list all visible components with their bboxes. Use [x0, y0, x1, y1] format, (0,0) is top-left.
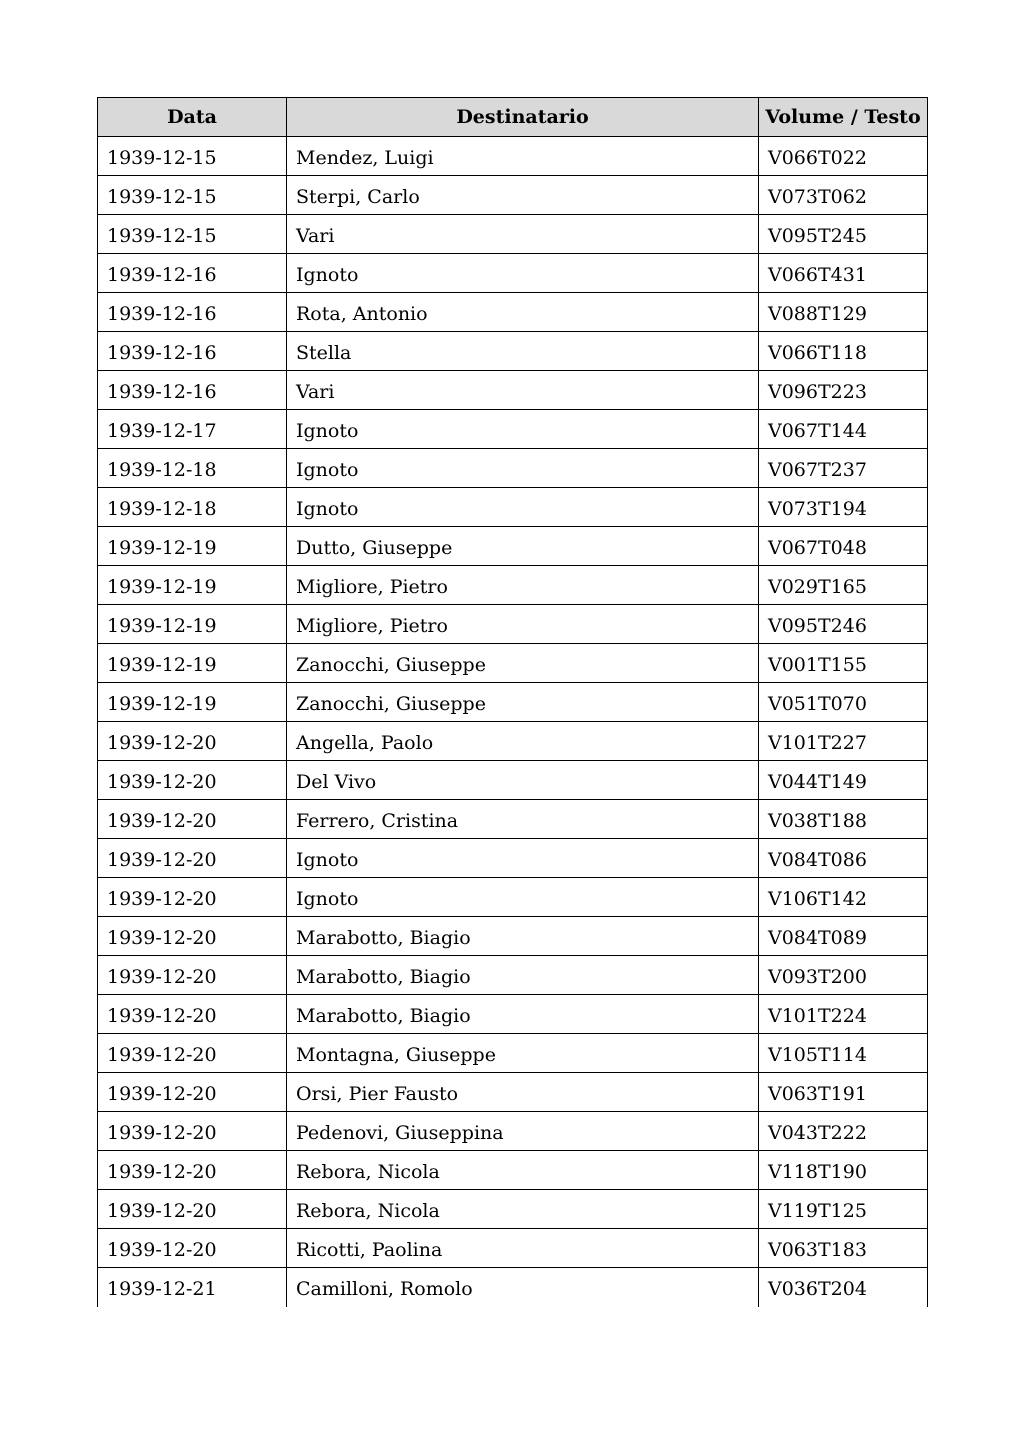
cell-recipient: Vari [287, 371, 759, 410]
cell-volume: V088T129 [759, 293, 928, 332]
cell-recipient: Ignoto [287, 878, 759, 917]
letters-table [97, 97, 928, 1307]
cell-volume: V101T224 [759, 995, 928, 1034]
table-row [98, 293, 928, 332]
cell-date: 1939-12-20 [98, 878, 287, 917]
cell-date: 1939-12-20 [98, 1151, 287, 1190]
cell-recipient: Orsi, Pier Fausto [287, 1073, 759, 1112]
cell-date: 1939-12-20 [98, 1034, 287, 1073]
cell-date: 1939-12-15 [98, 137, 287, 176]
cell-recipient: Ignoto [287, 410, 759, 449]
table-row [98, 527, 928, 566]
table-row [98, 683, 928, 722]
cell-date: 1939-12-16 [98, 371, 287, 410]
table-row [98, 878, 928, 917]
table-row [98, 215, 928, 254]
cell-date: 1939-12-20 [98, 800, 287, 839]
header-row [98, 98, 928, 137]
cell-recipient: Ignoto [287, 488, 759, 527]
cell-volume: V036T204 [759, 1268, 928, 1307]
table-row [98, 1229, 928, 1268]
table-header [98, 98, 928, 137]
cell-volume: V073T062 [759, 176, 928, 215]
table-row [98, 176, 928, 215]
cell-recipient: Ignoto [287, 449, 759, 488]
cell-recipient: Vari [287, 215, 759, 254]
cell-recipient: Ferrero, Cristina [287, 800, 759, 839]
cell-volume: V044T149 [759, 761, 928, 800]
cell-date: 1939-12-20 [98, 956, 287, 995]
cell-date: 1939-12-20 [98, 995, 287, 1034]
header-recipient: Destinatario [287, 98, 759, 137]
table-row [98, 605, 928, 644]
cell-volume: V095T245 [759, 215, 928, 254]
cell-date: 1939-12-18 [98, 488, 287, 527]
cell-volume: V067T144 [759, 410, 928, 449]
cell-volume: V105T114 [759, 1034, 928, 1073]
cell-recipient: Migliore, Pietro [287, 566, 759, 605]
cell-date: 1939-12-20 [98, 1112, 287, 1151]
cell-date: 1939-12-20 [98, 917, 287, 956]
table-row [98, 1073, 928, 1112]
cell-date: 1939-12-20 [98, 1229, 287, 1268]
cell-volume: V101T227 [759, 722, 928, 761]
cell-recipient: Rota, Antonio [287, 293, 759, 332]
table-row [98, 410, 928, 449]
cell-recipient: Marabotto, Biagio [287, 995, 759, 1034]
cell-volume: V073T194 [759, 488, 928, 527]
table-row [98, 488, 928, 527]
table-row [98, 332, 928, 371]
cell-recipient: Migliore, Pietro [287, 605, 759, 644]
cell-recipient: Zanocchi, Giuseppe [287, 644, 759, 683]
cell-recipient: Ignoto [287, 254, 759, 293]
cell-date: 1939-12-19 [98, 527, 287, 566]
cell-volume: V043T222 [759, 1112, 928, 1151]
cell-volume: V119T125 [759, 1190, 928, 1229]
cell-date: 1939-12-16 [98, 293, 287, 332]
cell-recipient: Mendez, Luigi [287, 137, 759, 176]
cell-date: 1939-12-20 [98, 761, 287, 800]
cell-date: 1939-12-20 [98, 1073, 287, 1112]
cell-date: 1939-12-16 [98, 254, 287, 293]
table-row [98, 800, 928, 839]
table-row [98, 917, 928, 956]
cell-volume: V066T118 [759, 332, 928, 371]
table-row [98, 761, 928, 800]
cell-recipient: Dutto, Giuseppe [287, 527, 759, 566]
table-row [98, 1112, 928, 1151]
cell-volume: V066T431 [759, 254, 928, 293]
cell-recipient: Pedenovi, Giuseppina [287, 1112, 759, 1151]
cell-volume: V067T048 [759, 527, 928, 566]
header-volume: Volume / Testo [759, 98, 928, 137]
table-row [98, 722, 928, 761]
cell-recipient: Ignoto [287, 839, 759, 878]
cell-recipient: Rebora, Nicola [287, 1151, 759, 1190]
table-row [98, 1151, 928, 1190]
cell-volume: V066T022 [759, 137, 928, 176]
cell-recipient: Stella [287, 332, 759, 371]
header-date: Data [98, 98, 287, 137]
table-row [98, 644, 928, 683]
cell-date: 1939-12-20 [98, 722, 287, 761]
cell-date: 1939-12-21 [98, 1268, 287, 1307]
cell-recipient: Camilloni, Romolo [287, 1268, 759, 1307]
cell-volume: V067T237 [759, 449, 928, 488]
cell-volume: V063T191 [759, 1073, 928, 1112]
cell-volume: V096T223 [759, 371, 928, 410]
cell-date: 1939-12-20 [98, 1190, 287, 1229]
table-row [98, 839, 928, 878]
cell-volume: V001T155 [759, 644, 928, 683]
cell-date: 1939-12-15 [98, 176, 287, 215]
table-row [98, 449, 928, 488]
cell-date: 1939-12-19 [98, 605, 287, 644]
cell-date: 1939-12-19 [98, 644, 287, 683]
cell-recipient: Marabotto, Biagio [287, 917, 759, 956]
cell-volume: V084T089 [759, 917, 928, 956]
cell-recipient: Montagna, Giuseppe [287, 1034, 759, 1073]
cell-volume: V118T190 [759, 1151, 928, 1190]
cell-volume: V093T200 [759, 956, 928, 995]
cell-date: 1939-12-16 [98, 332, 287, 371]
cell-date: 1939-12-20 [98, 839, 287, 878]
table-row [98, 995, 928, 1034]
cell-recipient: Sterpi, Carlo [287, 176, 759, 215]
cell-date: 1939-12-19 [98, 683, 287, 722]
table-row [98, 956, 928, 995]
table-row [98, 254, 928, 293]
cell-date: 1939-12-18 [98, 449, 287, 488]
cell-recipient: Del Vivo [287, 761, 759, 800]
cell-recipient: Marabotto, Biagio [287, 956, 759, 995]
table-row [98, 371, 928, 410]
cell-date: 1939-12-19 [98, 566, 287, 605]
cell-recipient: Ricotti, Paolina [287, 1229, 759, 1268]
cell-date: 1939-12-15 [98, 215, 287, 254]
cell-volume: V063T183 [759, 1229, 928, 1268]
cell-volume: V084T086 [759, 839, 928, 878]
cell-volume: V106T142 [759, 878, 928, 917]
cell-recipient: Angella, Paolo [287, 722, 759, 761]
table-row [98, 1034, 928, 1073]
table-row [98, 1190, 928, 1229]
table-row [98, 137, 928, 176]
table-body [98, 137, 928, 1307]
cell-volume: V051T070 [759, 683, 928, 722]
cell-recipient: Zanocchi, Giuseppe [287, 683, 759, 722]
table-row [98, 566, 928, 605]
cell-date: 1939-12-17 [98, 410, 287, 449]
cell-recipient: Rebora, Nicola [287, 1190, 759, 1229]
table-row [98, 1268, 928, 1307]
cell-volume: V029T165 [759, 566, 928, 605]
cell-volume: V038T188 [759, 800, 928, 839]
cell-volume: V095T246 [759, 605, 928, 644]
